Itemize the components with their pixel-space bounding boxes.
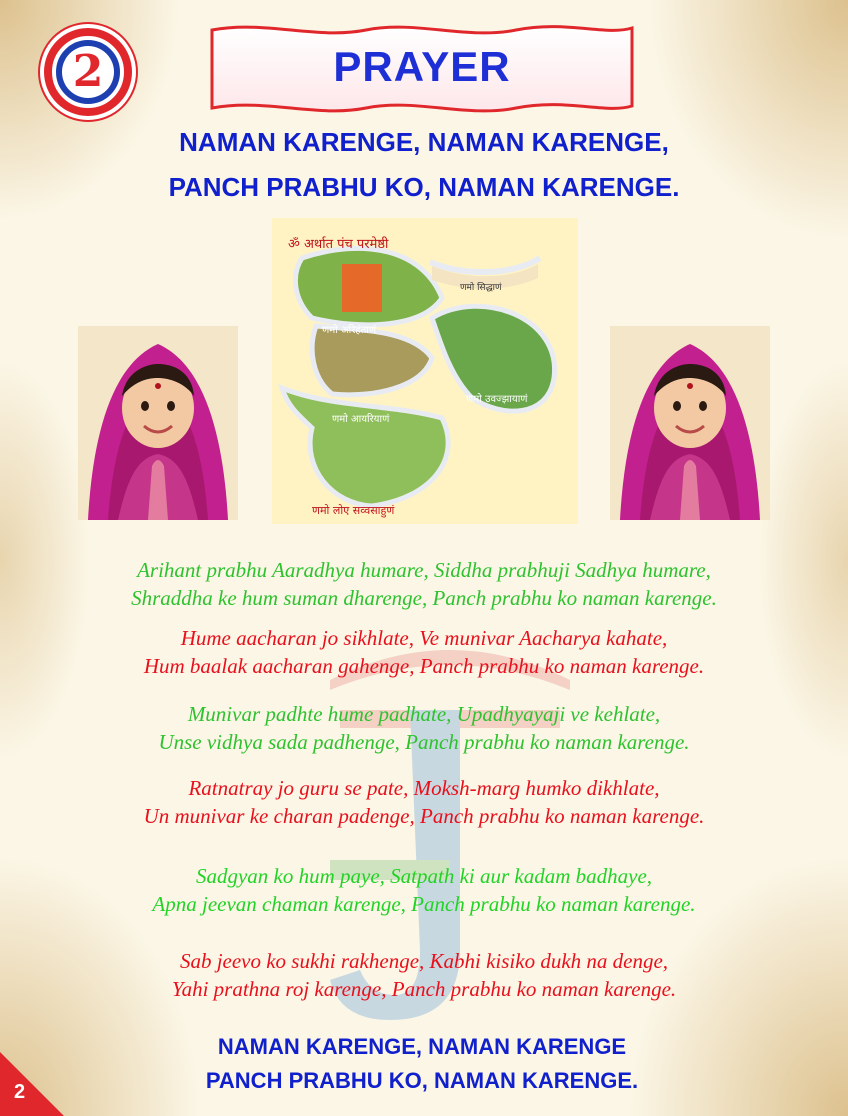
page-title: PRAYER	[333, 43, 511, 90]
chorus-line-2: PANCH PRABHU KO, NAMAN KARENGE.	[168, 172, 680, 202]
stanza-5	[0, 862, 848, 918]
label-siddhanam: णमो सिद्धाणं	[460, 283, 502, 293]
stanza-6-line-1: Sab jeevo ko sukhi rakhenge, Kabhi kisiko dukh na denge,	[179, 949, 669, 973]
stanza-5-line-1: Sadgyan ko hum paye, Satpath ki aur kadam badhaye,	[195, 864, 653, 888]
stanza-3	[0, 700, 848, 756]
title-banner	[206, 22, 638, 118]
page-number: 2	[14, 1081, 26, 1103]
lesson-number-badge	[40, 24, 136, 120]
praying-girl-left-image	[78, 326, 238, 520]
stanza-4	[0, 774, 848, 830]
stanza-6-line-2: Yahi prathna roj karenge, Panch prabhu ko naman karenge.	[171, 977, 677, 1001]
lesson-number: 2	[72, 46, 104, 97]
footer-line-2: PANCH PRABHU KO, NAMAN KARENGE.	[205, 1068, 639, 1093]
label-ayariyanam: णमो आयरियाणं	[332, 414, 390, 425]
stanza-3-line-2: Unse vidhya sada padhenge, Panch prabhu ko naman karenge.	[158, 730, 690, 754]
stanza-1-line-1: Arihant prabhu Aaradhya humare, Siddha prabhuji Sadhya humare,	[137, 558, 711, 582]
stanza-2	[0, 624, 848, 680]
stanza-1-line-2: Shraddha ke hum suman dharenge, Panch prabhu ko naman karenge.	[131, 586, 717, 610]
label-savvasahunam: णमो लोए सव्वसाहुणं	[312, 504, 395, 517]
label-arihantanam: णमो अरिहंताणं	[322, 325, 377, 336]
stanza-1	[0, 556, 848, 612]
footer-line-1: NAMAN KARENGE, NAMAN KARENGE	[217, 1034, 627, 1059]
stanza-2-line-2: Hum baalak aacharan gahenge, Panch prabhu ko naman karenge.	[143, 654, 705, 678]
stanza-2-line-1: Hume aacharan jo sikhlate, Ve munivar Aacharya kahate,	[180, 626, 668, 650]
stanza-3-line-1: Munivar padhte hume padhate, Upadhyayaji ve kehlate,	[187, 702, 661, 726]
stanza-5-line-2: Apna jeevan chaman karenge, Panch prabhu ko naman karenge.	[152, 892, 696, 916]
page-corner-triangle	[0, 1052, 64, 1116]
illustration-header: ॐ अर्थात पंच परमेष्ठी	[288, 237, 389, 252]
chorus-line-1: NAMAN KARENGE, NAMAN KARENGE,	[179, 127, 669, 157]
om-pancha-parameshthi-illustration	[272, 218, 578, 524]
stanza-4-line-1: Ratnatray jo guru se pate, Moksh-marg humko dikhlate,	[188, 776, 660, 800]
stanza-6	[0, 947, 848, 1003]
stanza-4-line-2: Un munivar ke charan padenge, Panch prabhu ko naman karenge.	[143, 804, 705, 828]
praying-girl-right-image	[610, 326, 770, 520]
label-uvajjhayanam: णमो उवज्झायाणं	[466, 394, 528, 405]
